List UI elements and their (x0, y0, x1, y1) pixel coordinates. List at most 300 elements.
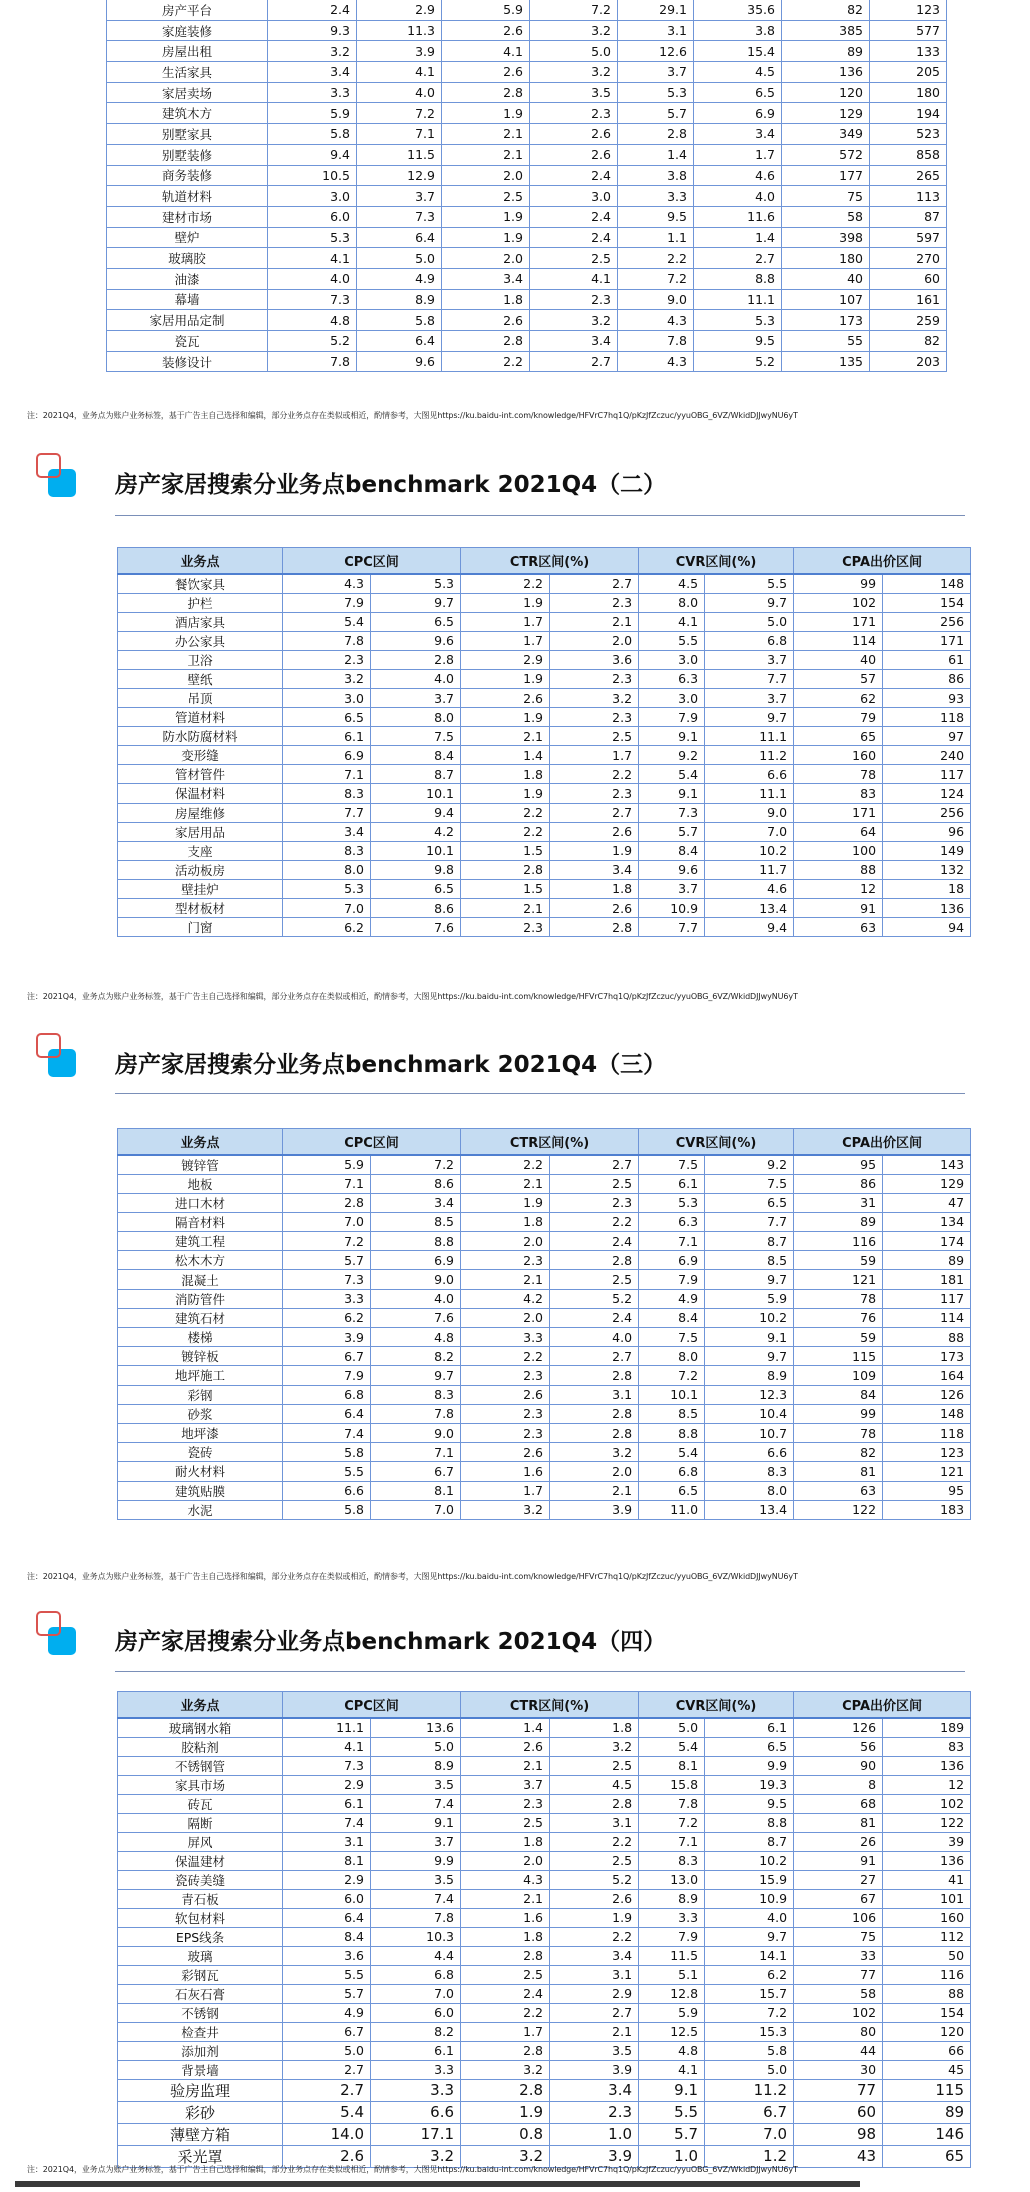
cell-business-point: 吊顶 (118, 688, 283, 707)
cell-ctr-max: 2.5 (550, 1851, 639, 1870)
cell-business-point: 壁炉 (107, 227, 268, 248)
cell-cpc-min: 6.4 (283, 1908, 371, 1927)
cell-ctr-min: 2.5 (442, 186, 530, 207)
cell-cpc-max: 3.7 (371, 688, 461, 707)
cell-cpc-max: 4.0 (357, 82, 442, 103)
cell-cvr-max: 3.8 (694, 20, 782, 41)
cell-business-point: 不锈钢管 (118, 1756, 283, 1775)
header-name: 业务点 (118, 1692, 283, 1718)
cell-cpa-min: 82 (782, 0, 870, 20)
cell-cvr-max: 8.9 (705, 1366, 794, 1385)
cell-ctr-min: 1.6 (461, 1462, 550, 1481)
cell-cvr-min: 5.3 (639, 1193, 705, 1212)
cell-cvr-max: 6.9 (694, 103, 782, 124)
table-header-row (118, 1129, 971, 1155)
cell-business-point: 家具市场 (118, 1775, 283, 1794)
table-row (118, 1308, 971, 1327)
cell-ctr-max: 3.6 (550, 650, 639, 669)
cell-business-point: 胶粘剂 (118, 1737, 283, 1756)
benchmark-table-3 (117, 1128, 971, 1520)
table-row (118, 1794, 971, 1813)
table-row (118, 2022, 971, 2041)
cell-ctr-max: 2.8 (550, 918, 639, 937)
cell-ctr-min: 3.2 (461, 1500, 550, 1519)
table-row (107, 82, 947, 103)
cell-cpa-max: 93 (883, 688, 971, 707)
table-row (107, 165, 947, 186)
cell-business-point: 变形缝 (118, 746, 283, 765)
table-row (118, 1832, 971, 1851)
cell-cpa-max: 523 (870, 124, 947, 145)
cell-ctr-max: 3.2 (530, 62, 618, 83)
cell-cvr-max: 8.8 (705, 1813, 794, 1832)
cell-cpc-min: 8.3 (283, 841, 371, 860)
cell-ctr-max: 2.2 (550, 765, 639, 784)
cell-business-point: 建筑工程 (118, 1232, 283, 1251)
cell-cpc-max: 8.6 (371, 899, 461, 918)
cell-cpc-min: 7.1 (283, 765, 371, 784)
cell-cvr-min: 9.6 (639, 860, 705, 879)
cell-cpc-max: 8.8 (371, 1232, 461, 1251)
cell-cpa-max: 154 (883, 2003, 971, 2022)
cell-cpc-min: 6.9 (283, 746, 371, 765)
table-row (118, 879, 971, 898)
cell-cpa-min: 122 (794, 1500, 883, 1519)
cell-cpc-max: 3.3 (371, 2079, 461, 2101)
cell-ctr-max: 4.0 (550, 1328, 639, 1347)
cell-cvr-max: 15.7 (705, 1984, 794, 2003)
cell-ctr-min: 2.4 (461, 1984, 550, 2003)
cell-ctr-max: 2.0 (550, 631, 639, 650)
cell-cpc-max: 6.1 (371, 2041, 461, 2060)
cell-cpc-max: 7.8 (371, 1404, 461, 1423)
cell-cpa-min: 30 (794, 2060, 883, 2079)
cell-cpc-min: 7.8 (283, 631, 371, 650)
cell-cpa-min: 31 (794, 1193, 883, 1212)
cell-cvr-min: 2.2 (618, 248, 694, 269)
cell-ctr-max: 2.8 (550, 1423, 639, 1442)
cell-business-point: 地坪施工 (118, 1366, 283, 1385)
cell-cpa-max: 148 (883, 1404, 971, 1423)
cell-cpc-max: 7.4 (371, 1794, 461, 1813)
cell-ctr-max: 3.2 (530, 20, 618, 41)
cell-cpa-min: 86 (794, 1174, 883, 1193)
cell-business-point: 隔断 (118, 1813, 283, 1832)
table-row (118, 841, 971, 860)
cell-ctr-min: 4.3 (461, 1870, 550, 1889)
cell-cpc-max: 6.8 (371, 1965, 461, 1984)
cell-cpc-max: 9.4 (371, 803, 461, 822)
cell-cpc-max: 10.1 (371, 841, 461, 860)
cell-cpc-min: 5.5 (283, 1965, 371, 1984)
table-row (118, 708, 971, 727)
cell-cpc-min: 4.1 (268, 248, 357, 269)
cell-cvr-min: 8.0 (639, 593, 705, 612)
cell-cpc-min: 10.5 (268, 165, 357, 186)
cell-cvr-min: 6.5 (639, 1481, 705, 1500)
benchmark-table-2 (117, 547, 971, 937)
cell-cpa-min: 102 (794, 593, 883, 612)
cell-cpa-max: 577 (870, 20, 947, 41)
cell-cpa-max: 101 (883, 1889, 971, 1908)
cell-cpc-min: 7.3 (283, 1756, 371, 1775)
cell-cpc-min: 3.3 (268, 82, 357, 103)
cell-cpa-max: 270 (870, 248, 947, 269)
cell-cvr-min: 10.9 (639, 899, 705, 918)
cell-cvr-max: 6.5 (705, 1737, 794, 1756)
table-row (118, 1193, 971, 1212)
cell-cpa-max: 161 (870, 289, 947, 310)
cell-cpc-min: 3.0 (268, 186, 357, 207)
cell-cpa-min: 99 (794, 1404, 883, 1423)
table-row (118, 1813, 971, 1832)
cell-ctr-max: 2.9 (550, 1984, 639, 2003)
cell-cpa-max: 45 (883, 2060, 971, 2079)
cell-cvr-min: 7.9 (639, 1270, 705, 1289)
cell-business-point: 不锈钢 (118, 2003, 283, 2022)
cell-cpc-max: 8.5 (371, 1212, 461, 1231)
cell-cvr-max: 10.9 (705, 1889, 794, 1908)
title-divider (115, 1671, 965, 1672)
header-cpa: CPA出价区间 (794, 1129, 971, 1155)
cell-ctr-max: 2.6 (550, 899, 639, 918)
cell-cpa-max: 118 (883, 1423, 971, 1442)
cell-ctr-min: 1.5 (461, 879, 550, 898)
cell-cvr-max: 15.4 (694, 41, 782, 62)
cell-ctr-max: 3.2 (550, 1443, 639, 1462)
cell-cvr-max: 9.7 (705, 1927, 794, 1946)
cell-cpc-max: 7.8 (371, 1908, 461, 1927)
header-cpa: CPA出价区间 (794, 1692, 971, 1718)
cell-cpa-min: 58 (782, 206, 870, 227)
table-row (118, 727, 971, 746)
table-row (118, 1232, 971, 1251)
cell-cpc-min: 2.7 (283, 2079, 371, 2101)
cell-cvr-max: 12.3 (705, 1385, 794, 1404)
cell-ctr-min: 2.0 (442, 165, 530, 186)
cell-cvr-max: 5.5 (705, 574, 794, 594)
table-row (107, 248, 947, 269)
cell-cpa-min: 129 (782, 103, 870, 124)
cell-ctr-max: 1.0 (550, 2123, 639, 2145)
cell-ctr-max: 2.3 (550, 669, 639, 688)
cell-ctr-max: 4.1 (530, 268, 618, 289)
cell-cpc-min: 8.4 (283, 1927, 371, 1946)
cell-cpa-max: 149 (883, 841, 971, 860)
cell-cpc-max: 8.2 (371, 1347, 461, 1366)
cell-cvr-min: 5.7 (639, 2123, 705, 2145)
cell-ctr-max: 2.3 (550, 708, 639, 727)
cell-ctr-min: 1.8 (461, 1927, 550, 1946)
table-row (107, 41, 947, 62)
benchmark-table-4 (117, 1691, 971, 2168)
cell-cvr-min: 8.0 (639, 1347, 705, 1366)
cell-cpa-max: 60 (870, 268, 947, 289)
cell-ctr-max: 2.6 (550, 822, 639, 841)
table-row (118, 631, 971, 650)
cell-cpa-max: 858 (870, 144, 947, 165)
cell-ctr-max: 2.3 (530, 103, 618, 124)
cell-ctr-max: 2.5 (550, 727, 639, 746)
cell-cpc-max: 4.2 (371, 822, 461, 841)
cell-cpc-max: 12.9 (357, 165, 442, 186)
cell-cpc-min: 2.3 (283, 650, 371, 669)
cell-business-point: 房屋维修 (118, 803, 283, 822)
table-row (118, 1289, 971, 1308)
cell-business-point: 轨道材料 (107, 186, 268, 207)
cell-cpa-min: 55 (782, 331, 870, 352)
cell-cpa-max: 94 (883, 918, 971, 937)
cell-cpa-min: 67 (794, 1889, 883, 1908)
cell-cpa-max: 83 (883, 1737, 971, 1756)
cell-cpc-min: 2.6 (283, 2145, 371, 2167)
table-row (118, 918, 971, 937)
cell-cpa-max: 86 (883, 669, 971, 688)
cell-cvr-min: 8.8 (639, 1423, 705, 1442)
cell-cpc-min: 8.1 (283, 1851, 371, 1870)
cell-cvr-min: 7.1 (639, 1232, 705, 1251)
cell-cvr-max: 9.7 (705, 1347, 794, 1366)
cell-cvr-max: 19.3 (705, 1775, 794, 1794)
cell-cvr-min: 7.2 (639, 1366, 705, 1385)
cell-ctr-min: 1.9 (442, 103, 530, 124)
table-row (118, 746, 971, 765)
cell-cvr-min: 5.7 (618, 103, 694, 124)
table-row (118, 803, 971, 822)
cell-business-point: 家居用品 (118, 822, 283, 841)
cell-business-point: 消防管件 (118, 1289, 283, 1308)
cell-cpc-min: 5.2 (268, 331, 357, 352)
cell-cpa-max: 18 (883, 879, 971, 898)
cell-cvr-max: 5.9 (705, 1289, 794, 1308)
cell-cpa-max: 205 (870, 62, 947, 83)
cell-cpc-min: 3.9 (283, 1328, 371, 1347)
table-header-row (118, 1692, 971, 1718)
cell-cpc-max: 5.0 (371, 1737, 461, 1756)
cell-ctr-max: 3.0 (530, 186, 618, 207)
cell-ctr-max: 5.2 (550, 1289, 639, 1308)
table-row (107, 310, 947, 331)
cell-cpc-min: 8.3 (283, 784, 371, 803)
cell-cpc-max: 7.3 (357, 206, 442, 227)
cell-cvr-min: 3.7 (639, 879, 705, 898)
table-row (107, 124, 947, 145)
cell-ctr-max: 3.4 (550, 1946, 639, 1965)
cell-cpa-max: 136 (883, 899, 971, 918)
cell-ctr-max: 3.2 (550, 1737, 639, 1756)
cell-ctr-max: 2.5 (550, 1270, 639, 1289)
cell-ctr-min: 2.6 (461, 688, 550, 707)
cell-ctr-min: 2.1 (442, 124, 530, 145)
cell-business-point: 管材管件 (118, 765, 283, 784)
cell-ctr-max: 1.8 (550, 1718, 639, 1738)
cell-cpc-min: 4.0 (268, 268, 357, 289)
cell-cpc-min: 6.6 (283, 1481, 371, 1500)
cell-cpc-max: 7.6 (371, 1308, 461, 1327)
table-row (107, 227, 947, 248)
cell-cpc-min: 3.3 (283, 1289, 371, 1308)
section-title-2: 房产家居搜索分业务点benchmark 2021Q4（二） (115, 472, 667, 498)
cell-cvr-min: 6.3 (639, 669, 705, 688)
cell-cpa-max: 39 (883, 1832, 971, 1851)
cell-cpa-min: 89 (782, 41, 870, 62)
cell-ctr-max: 2.0 (550, 1462, 639, 1481)
cell-cvr-max: 14.1 (705, 1946, 794, 1965)
cell-cvr-min: 7.8 (618, 331, 694, 352)
cell-business-point: 彩钢 (118, 1385, 283, 1404)
cell-ctr-min: 2.8 (442, 82, 530, 103)
cell-cpa-min: 12 (794, 879, 883, 898)
cell-cpa-min: 58 (794, 1984, 883, 2003)
table-row (118, 1481, 971, 1500)
cell-cvr-max: 13.4 (705, 899, 794, 918)
cell-cpc-max: 7.2 (357, 103, 442, 124)
cell-cvr-min: 7.3 (639, 803, 705, 822)
cell-cpa-min: 57 (794, 669, 883, 688)
cell-cvr-min: 8.5 (639, 1404, 705, 1423)
cell-cpc-min: 6.7 (283, 1347, 371, 1366)
table-row (118, 1251, 971, 1270)
cell-cpc-max: 6.6 (371, 2101, 461, 2123)
cell-cpa-max: 82 (870, 331, 947, 352)
cell-cpc-max: 6.4 (357, 227, 442, 248)
cell-cvr-max: 8.7 (705, 1832, 794, 1851)
cell-cvr-max: 6.8 (705, 631, 794, 650)
cell-business-point: 支座 (118, 841, 283, 860)
cell-cpa-max: 134 (883, 1212, 971, 1231)
cell-ctr-min: 1.8 (461, 1212, 550, 1231)
cell-cpc-min: 7.9 (283, 1366, 371, 1385)
cell-ctr-max: 2.7 (550, 1155, 639, 1175)
cell-ctr-min: 3.4 (442, 268, 530, 289)
cell-cpc-max: 3.3 (371, 2060, 461, 2079)
cell-business-point: 壁挂炉 (118, 879, 283, 898)
cell-business-point: 壁纸 (118, 669, 283, 688)
cell-cpc-min: 3.2 (283, 669, 371, 688)
cell-cvr-max: 11.2 (705, 2079, 794, 2101)
cell-business-point: 隔音材料 (118, 1212, 283, 1231)
cell-ctr-max: 4.5 (550, 1775, 639, 1794)
cell-cpc-max: 10.1 (371, 784, 461, 803)
cell-business-point: 松木木方 (118, 1251, 283, 1270)
cell-cpc-min: 6.5 (283, 708, 371, 727)
cell-ctr-max: 2.3 (550, 784, 639, 803)
cell-ctr-min: 2.6 (442, 310, 530, 331)
cell-cvr-max: 7.0 (705, 2123, 794, 2145)
cell-ctr-min: 3.7 (461, 1775, 550, 1794)
cell-cpa-min: 84 (794, 1385, 883, 1404)
cell-cpa-min: 63 (794, 1481, 883, 1500)
cell-ctr-min: 1.8 (461, 1832, 550, 1851)
cell-cpa-min: 27 (794, 1870, 883, 1889)
cell-business-point: 青石板 (118, 1889, 283, 1908)
cell-cvr-min: 5.5 (639, 2101, 705, 2123)
cell-cpc-min: 9.4 (268, 144, 357, 165)
cell-cpc-min: 5.0 (283, 2041, 371, 2060)
cell-ctr-min: 5.9 (442, 0, 530, 20)
cell-cpc-min: 11.1 (283, 1718, 371, 1738)
cell-cvr-max: 8.0 (705, 1481, 794, 1500)
cell-ctr-max: 3.2 (530, 310, 618, 331)
cell-cvr-max: 9.1 (705, 1328, 794, 1347)
table-row (118, 1500, 971, 1519)
cell-business-point: 家居用品定制 (107, 310, 268, 331)
cell-cpc-max: 7.4 (371, 1889, 461, 1908)
cell-cpc-max: 8.9 (371, 1756, 461, 1775)
cell-cvr-min: 3.3 (639, 1908, 705, 1927)
cell-ctr-min: 1.7 (461, 631, 550, 650)
cell-ctr-max: 2.8 (550, 1251, 639, 1270)
cell-cvr-max: 4.5 (694, 62, 782, 83)
cell-ctr-min: 2.3 (461, 918, 550, 937)
cell-business-point: 添加剂 (118, 2041, 283, 2060)
cell-ctr-max: 2.7 (550, 1347, 639, 1366)
cell-cpa-max: 113 (870, 186, 947, 207)
cell-cpa-max: 41 (883, 1870, 971, 1889)
table-row (107, 103, 947, 124)
cell-cpc-max: 8.0 (371, 708, 461, 727)
header-ctr: CTR区间(%) (461, 548, 639, 574)
cell-cpa-max: 180 (870, 82, 947, 103)
cell-ctr-min: 1.8 (442, 289, 530, 310)
cell-business-point: 活动板房 (118, 860, 283, 879)
cell-ctr-max: 3.5 (550, 2041, 639, 2060)
cell-ctr-max: 3.1 (550, 1965, 639, 1984)
cell-cvr-max: 11.1 (705, 784, 794, 803)
cell-cvr-min: 5.4 (639, 1443, 705, 1462)
cell-ctr-min: 1.9 (442, 227, 530, 248)
cell-cpa-min: 65 (794, 727, 883, 746)
cell-cpa-min: 135 (782, 351, 870, 372)
cell-cpc-min: 8.0 (283, 860, 371, 879)
cell-cvr-max: 5.0 (705, 612, 794, 631)
cell-cpa-min: 33 (794, 1946, 883, 1965)
cell-cvr-min: 8.4 (639, 841, 705, 860)
cell-ctr-min: 3.3 (461, 1328, 550, 1347)
cell-ctr-min: 2.8 (442, 331, 530, 352)
cell-cpa-max: 143 (883, 1155, 971, 1175)
cell-business-point: 玻璃 (118, 1946, 283, 1965)
cell-business-point: 混凝土 (118, 1270, 283, 1289)
table-row (118, 688, 971, 707)
cell-business-point: 地坪漆 (118, 1423, 283, 1442)
cell-cvr-max: 9.5 (694, 331, 782, 352)
cell-cpa-max: 597 (870, 227, 947, 248)
cell-cvr-min: 11.0 (639, 1500, 705, 1519)
cell-ctr-min: 2.8 (461, 2079, 550, 2101)
cell-cpa-min: 95 (794, 1155, 883, 1175)
cell-ctr-min: 3.2 (461, 2060, 550, 2079)
cell-cpa-max: 203 (870, 351, 947, 372)
cell-cpc-max: 8.4 (371, 746, 461, 765)
cell-ctr-min: 1.9 (461, 2101, 550, 2123)
cell-ctr-min: 2.9 (461, 650, 550, 669)
cell-ctr-min: 1.7 (461, 2022, 550, 2041)
cell-ctr-min: 2.0 (442, 248, 530, 269)
cell-ctr-min: 2.3 (461, 1423, 550, 1442)
cell-cpc-min: 5.4 (283, 2101, 371, 2123)
cell-cvr-min: 4.5 (639, 574, 705, 594)
cell-ctr-max: 3.4 (550, 860, 639, 879)
cell-cpa-max: 88 (883, 1984, 971, 2003)
cell-cvr-min: 5.7 (639, 822, 705, 841)
cell-cpa-max: 112 (883, 1927, 971, 1946)
cell-business-point: 建材市场 (107, 206, 268, 227)
cell-cpa-min: 78 (794, 1289, 883, 1308)
cell-cvr-min: 29.1 (618, 0, 694, 20)
cell-business-point: 型材板材 (118, 899, 283, 918)
cell-ctr-min: 2.8 (461, 860, 550, 879)
